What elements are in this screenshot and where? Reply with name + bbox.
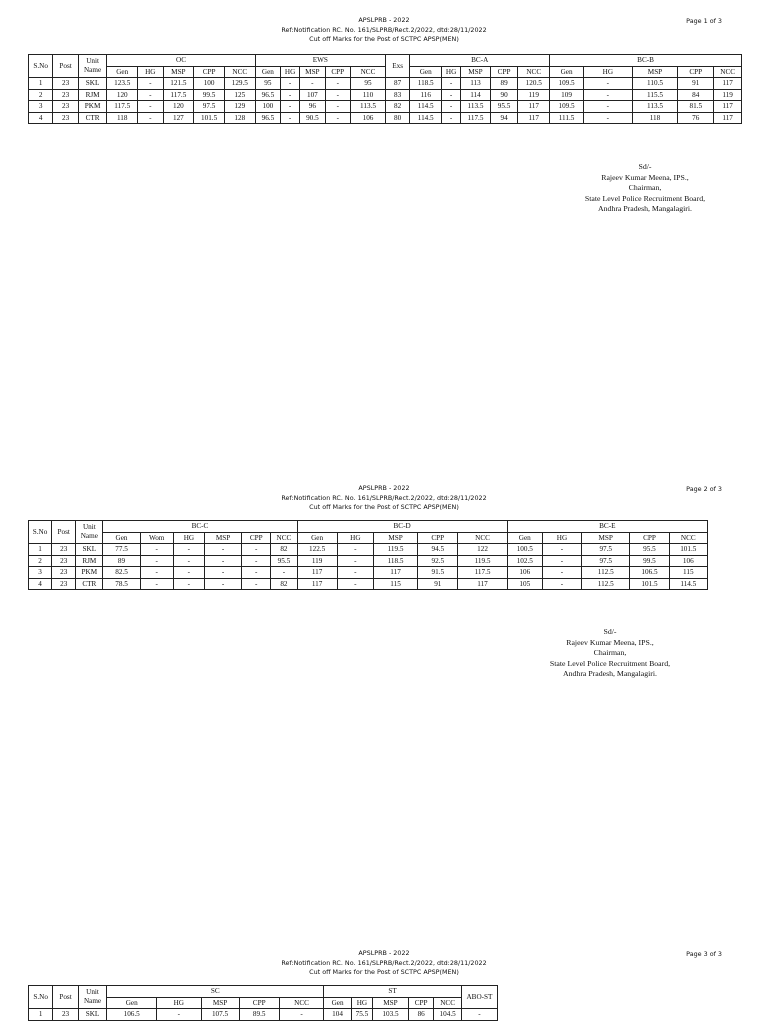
subcol: CPP <box>325 66 350 78</box>
table-cell: 23 <box>52 578 76 590</box>
table-cell: 117.5 <box>458 567 507 579</box>
table-cell: - <box>138 112 163 124</box>
col-post: Post <box>53 986 78 1009</box>
table-cell: - <box>173 555 204 567</box>
header-subtitle: Cut off Marks for the Post of SCTPC APSP(MEN) <box>309 968 459 976</box>
table-subheader-row <box>29 532 708 544</box>
table-cell: 115 <box>669 567 707 579</box>
sig-line: Rajeev Kumar Meena, IPS., <box>601 172 689 182</box>
table-cell: - <box>138 89 163 101</box>
col-exs: Exs <box>385 55 409 78</box>
table-header-row <box>29 986 498 998</box>
table-body <box>29 544 708 590</box>
table-row <box>29 89 742 101</box>
subcol: NCC <box>434 997 462 1009</box>
table-cell: - <box>242 567 271 579</box>
table-cell: SKL <box>78 78 107 90</box>
table-cell: - <box>242 555 271 567</box>
table-cell: - <box>140 555 173 567</box>
table-cell: 112.5 <box>582 578 630 590</box>
table-cell: RJM <box>78 89 107 101</box>
table-cell: 114.5 <box>669 578 707 590</box>
table-cell: - <box>281 101 300 113</box>
header-title: APSLPRB - 2022 <box>358 949 410 957</box>
table-cell: 3 <box>29 567 52 579</box>
table-cell: PKM <box>76 567 103 579</box>
table-cell: 2 <box>29 89 53 101</box>
table-cell: 106.5 <box>630 567 669 579</box>
table-cell: - <box>173 544 204 556</box>
group-header: BC-A <box>410 55 550 67</box>
table-cell: 117 <box>297 578 337 590</box>
table-cell: 129.5 <box>224 78 255 90</box>
table-cell: 91.5 <box>418 567 458 579</box>
table-cell: - <box>325 89 350 101</box>
table-cell: - <box>442 101 461 113</box>
table-cell: 23 <box>53 89 78 101</box>
table-cell: 96.5 <box>255 89 280 101</box>
subcol: CPP <box>418 532 458 544</box>
subcol: Gen <box>550 66 584 78</box>
table-cell: 96.5 <box>255 112 280 124</box>
table-cell: - <box>271 567 297 579</box>
table-cell: 82.5 <box>103 567 140 579</box>
table-cell: 109.5 <box>550 101 584 113</box>
subcol: HG <box>173 532 204 544</box>
table-cell: 95.5 <box>630 544 669 556</box>
table-cell: 1 <box>29 78 53 90</box>
group-header: BC-C <box>103 521 297 533</box>
subcol: MSP <box>201 997 239 1009</box>
table-cell: 95 <box>255 78 280 90</box>
table-cell: - <box>242 544 271 556</box>
table-cell: 117 <box>297 567 337 579</box>
subcol: NCC <box>351 66 386 78</box>
table-cell: 97.5 <box>194 101 225 113</box>
subcol: NCC <box>279 997 324 1009</box>
subcol: Gen <box>107 66 138 78</box>
table-cell: - <box>337 567 373 579</box>
subcol: Wom <box>140 532 173 544</box>
col-unit: Unit Name <box>78 55 107 78</box>
table-cell: 95 <box>351 78 386 90</box>
subcol: CPP <box>630 532 669 544</box>
table-cell: 110.5 <box>632 78 678 90</box>
sig-line: Chairman, <box>593 648 627 657</box>
table-cell: - <box>173 578 204 590</box>
sig-line: Andhra Pradesh, Mangalagiri. <box>563 669 657 678</box>
table-cell: 104.5 <box>434 1009 462 1021</box>
header-ref: Ref:Notification RC. No. 161/SLPRB/Rect.2/2022, dtd:28/11/2022 <box>281 958 487 967</box>
table-cell: CTR <box>76 578 103 590</box>
table-cell: - <box>204 578 241 590</box>
table-cell: 100 <box>194 78 225 90</box>
subcol: Gen <box>324 997 352 1009</box>
table-cell: 94.5 <box>418 544 458 556</box>
cutoff-table-2 <box>28 520 708 590</box>
table-cell: 106.5 <box>107 1009 157 1021</box>
table-cell: - <box>542 544 581 556</box>
table-cell: 120 <box>163 101 194 113</box>
table-cell: - <box>204 544 241 556</box>
table-cell: 23 <box>53 78 78 90</box>
subcol: Gen <box>507 532 542 544</box>
col-unit: Unit Name <box>76 521 103 544</box>
table-body <box>29 1009 498 1021</box>
table-cell: 23 <box>53 112 78 124</box>
table-row <box>29 567 708 579</box>
table-cell: 1 <box>29 544 52 556</box>
table-cell: 2 <box>29 555 52 567</box>
subcol: MSP <box>582 532 630 544</box>
table-cell: - <box>281 112 300 124</box>
table-cell: - <box>242 578 271 590</box>
table-cell: 111.5 <box>550 112 584 124</box>
table-cell: 117.5 <box>461 112 491 124</box>
page-header <box>0 484 768 513</box>
table-body <box>29 78 742 124</box>
cutoff-table-3 <box>28 985 498 1021</box>
table-cell: RJM <box>76 555 103 567</box>
table-cell: 117 <box>714 78 742 90</box>
page-number: Page 2 of 3 <box>686 485 722 493</box>
subcol: MSP <box>204 532 241 544</box>
table-cell: 3 <box>29 101 53 113</box>
table-cell: 109.5 <box>550 78 584 90</box>
sig-line: Sd/- <box>603 627 617 636</box>
table-cell: 95.5 <box>271 555 297 567</box>
subcol: NCC <box>518 66 550 78</box>
table-header-row <box>29 521 708 533</box>
table-cell: 119.5 <box>458 555 507 567</box>
page-number: Page 1 of 3 <box>686 17 722 25</box>
table-cell: 120.5 <box>518 78 550 90</box>
table-cell: - <box>281 78 300 90</box>
table-cell: - <box>140 578 173 590</box>
table-cell: 97.5 <box>582 544 630 556</box>
table-cell: 118.5 <box>373 555 417 567</box>
table-cell: 89 <box>103 555 140 567</box>
table-cell: 4 <box>29 578 52 590</box>
table-cell: - <box>337 544 373 556</box>
table-cell: - <box>157 1009 201 1021</box>
group-header: BC-B <box>550 55 742 67</box>
table-cell: 102.5 <box>507 555 542 567</box>
col-sno: S.No <box>29 986 53 1009</box>
table-cell: - <box>300 78 325 90</box>
table-cell: - <box>442 89 461 101</box>
page-number: Page 3 of 3 <box>686 950 722 958</box>
table-cell: 104 <box>324 1009 352 1021</box>
table-cell: 113.5 <box>461 101 491 113</box>
table-cell: - <box>584 78 633 90</box>
table-cell: 117 <box>373 567 417 579</box>
table-cell: - <box>138 101 163 113</box>
table-cell: 23 <box>52 567 76 579</box>
table-cell: - <box>204 555 241 567</box>
table-cell: 80 <box>385 112 409 124</box>
table-cell: 91 <box>678 78 714 90</box>
table-cell: 119 <box>714 89 742 101</box>
table-cell: 117.5 <box>107 101 138 113</box>
table-cell: 89 <box>490 78 518 90</box>
table-cell: 106 <box>669 555 707 567</box>
table-cell: 81.5 <box>678 101 714 113</box>
table-cell: 89.5 <box>239 1009 279 1021</box>
table-cell: - <box>542 567 581 579</box>
table-cell: 76 <box>678 112 714 124</box>
subcol: CPP <box>239 997 279 1009</box>
table-cell: 78.5 <box>103 578 140 590</box>
sig-line: Rajeev Kumar Meena, IPS., <box>566 637 654 647</box>
subcol: HG <box>351 997 372 1009</box>
table-cell: - <box>442 112 461 124</box>
sig-line: Andhra Pradesh, Mangalagiri. <box>598 204 692 213</box>
table-cell: 99.5 <box>194 89 225 101</box>
table-cell: 117 <box>458 578 507 590</box>
subcol: CPP <box>678 66 714 78</box>
subcol: CPP <box>490 66 518 78</box>
table-cell: 118 <box>632 112 678 124</box>
table-cell: 77.5 <box>103 544 140 556</box>
col-sno: S.No <box>29 55 53 78</box>
table-cell: 114 <box>461 89 491 101</box>
table-cell: 118.5 <box>410 78 442 90</box>
table-row <box>29 1009 498 1021</box>
page-header <box>0 949 768 978</box>
table-cell: - <box>279 1009 324 1021</box>
subcol: NCC <box>714 66 742 78</box>
col-unit: Unit Name <box>78 986 107 1009</box>
subcol: MSP <box>373 532 417 544</box>
table-cell: 120 <box>107 89 138 101</box>
sig-line: Sd/- <box>638 162 652 171</box>
table-cell: 119.5 <box>373 544 417 556</box>
table-cell: - <box>461 1009 497 1021</box>
header-title: APSLPRB - 2022 <box>358 16 410 24</box>
table-cell: 99.5 <box>630 555 669 567</box>
table-row <box>29 112 742 124</box>
table-cell: - <box>442 78 461 90</box>
table-cell: 115 <box>373 578 417 590</box>
table-cell: 100.5 <box>507 544 542 556</box>
table-cell: 95.5 <box>490 101 518 113</box>
subcol: NCC <box>224 66 255 78</box>
subcol: MSP <box>461 66 491 78</box>
subcol: HG <box>337 532 373 544</box>
signature-block <box>525 627 695 680</box>
table-cell: 110 <box>351 89 386 101</box>
table-cell: 91 <box>418 578 458 590</box>
table-cell: - <box>542 555 581 567</box>
header-ref: Ref:Notification RC. No. 161/SLPRB/Rect.2/2022, dtd:28/11/2022 <box>281 493 487 502</box>
subcol: CPP <box>242 532 271 544</box>
page-header <box>0 16 768 45</box>
table-cell: 90 <box>490 89 518 101</box>
table-cell: 83 <box>385 89 409 101</box>
table-cell: 121.5 <box>163 78 194 90</box>
group-header: SC <box>107 986 324 998</box>
table-cell: 106 <box>507 567 542 579</box>
subcol: Gen <box>103 532 140 544</box>
table-cell: 114.5 <box>410 101 442 113</box>
subcol: MSP <box>163 66 194 78</box>
group-header: EWS <box>255 55 385 67</box>
table-cell: 123.5 <box>107 78 138 90</box>
col-post: Post <box>52 521 76 544</box>
group-header: BC-D <box>297 521 507 533</box>
table-row <box>29 555 708 567</box>
subcol: HG <box>442 66 461 78</box>
table-cell: 127 <box>163 112 194 124</box>
subcol: HG <box>584 66 633 78</box>
table-cell: 117 <box>714 101 742 113</box>
header-subtitle: Cut off Marks for the Post of SCTPC APSP(MEN) <box>309 35 459 43</box>
table-cell: 113.5 <box>351 101 386 113</box>
subcol: Gen <box>255 66 280 78</box>
table-cell: 75.5 <box>351 1009 372 1021</box>
subcol: NCC <box>669 532 707 544</box>
table-cell: - <box>584 101 633 113</box>
col-sno: S.No <box>29 521 52 544</box>
cutoff-table-1 <box>28 54 742 124</box>
table-cell: - <box>542 578 581 590</box>
table-cell: 119 <box>518 89 550 101</box>
table-cell: 101.5 <box>669 544 707 556</box>
table-cell: 122 <box>458 544 507 556</box>
subcol: MSP <box>632 66 678 78</box>
table-cell: 82 <box>271 544 297 556</box>
table-cell: 1 <box>29 1009 53 1021</box>
subcol: HG <box>281 66 300 78</box>
table-cell: 100 <box>255 101 280 113</box>
table-cell: - <box>325 78 350 90</box>
table-cell: 86 <box>408 1009 433 1021</box>
sig-line: State Level Police Recruitment Board, <box>584 193 706 203</box>
subcol: Gen <box>297 532 337 544</box>
table-cell: 87 <box>385 78 409 90</box>
subcol: NCC <box>458 532 507 544</box>
table-cell: 94 <box>490 112 518 124</box>
table-cell: 128 <box>224 112 255 124</box>
table-cell: 129 <box>224 101 255 113</box>
subcol: Gen <box>410 66 442 78</box>
subcol: HG <box>157 997 201 1009</box>
table-cell: - <box>204 567 241 579</box>
col-abo-st: ABO-ST <box>461 986 497 1009</box>
subcol: HG <box>542 532 581 544</box>
table-cell: PKM <box>78 101 107 113</box>
group-header: ST <box>324 986 462 998</box>
table-cell: 103.5 <box>372 1009 408 1021</box>
subcol: HG <box>138 66 163 78</box>
table-cell: 96 <box>300 101 325 113</box>
signature-block <box>560 162 730 215</box>
table-cell: 105 <box>507 578 542 590</box>
table-cell: 117 <box>714 112 742 124</box>
table-cell: 23 <box>52 544 76 556</box>
table-cell: 23 <box>53 101 78 113</box>
table-cell: - <box>337 555 373 567</box>
table-cell: - <box>173 567 204 579</box>
header-ref: Ref:Notification RC. No. 161/SLPRB/Rect.2/2022, dtd:28/11/2022 <box>281 25 487 34</box>
table-cell: 23 <box>53 1009 78 1021</box>
group-header: OC <box>107 55 255 67</box>
table-cell: 107.5 <box>201 1009 239 1021</box>
table-cell: 112.5 <box>582 567 630 579</box>
table-cell: - <box>138 78 163 90</box>
table-cell: 107 <box>300 89 325 101</box>
table-cell: - <box>584 89 633 101</box>
subcol: MSP <box>372 997 408 1009</box>
table-row <box>29 544 708 556</box>
table-cell: 92.5 <box>418 555 458 567</box>
table-cell: 23 <box>52 555 76 567</box>
table-cell: - <box>337 578 373 590</box>
table-cell: 101.5 <box>630 578 669 590</box>
table-cell: 97.5 <box>582 555 630 567</box>
table-header-row <box>29 55 742 67</box>
subcol: Gen <box>107 997 157 1009</box>
table-cell: 117.5 <box>163 89 194 101</box>
table-row <box>29 78 742 90</box>
table-cell: 118 <box>107 112 138 124</box>
col-post: Post <box>53 55 78 78</box>
table-cell: 109 <box>550 89 584 101</box>
table-cell: 115.5 <box>632 89 678 101</box>
table-cell: SKL <box>78 1009 107 1021</box>
table-cell: 116 <box>410 89 442 101</box>
table-cell: 4 <box>29 112 53 124</box>
table-row <box>29 101 742 113</box>
table-cell: 125 <box>224 89 255 101</box>
table-cell: 84 <box>678 89 714 101</box>
group-header: BC-E <box>507 521 707 533</box>
sig-line: Chairman, <box>628 183 662 192</box>
subcol: CPP <box>408 997 433 1009</box>
table-cell: - <box>281 89 300 101</box>
table-cell: - <box>140 567 173 579</box>
table-cell: - <box>140 544 173 556</box>
table-cell: 113.5 <box>632 101 678 113</box>
table-cell: 122.5 <box>297 544 337 556</box>
table-cell: 82 <box>271 578 297 590</box>
table-subheader-row <box>29 66 742 78</box>
table-cell: 82 <box>385 101 409 113</box>
table-cell: 119 <box>297 555 337 567</box>
subcol: NCC <box>271 532 297 544</box>
sig-line: State Level Police Recruitment Board, <box>549 658 671 668</box>
table-cell: - <box>325 101 350 113</box>
table-cell: 113 <box>461 78 491 90</box>
subcol: MSP <box>300 66 325 78</box>
header-title: APSLPRB - 2022 <box>358 484 410 492</box>
subcol: CPP <box>194 66 225 78</box>
table-cell: - <box>325 112 350 124</box>
table-cell: 117 <box>518 112 550 124</box>
table-row <box>29 578 708 590</box>
table-cell: SKL <box>76 544 103 556</box>
table-cell: 90.5 <box>300 112 325 124</box>
table-cell: - <box>584 112 633 124</box>
header-subtitle: Cut off Marks for the Post of SCTPC APSP(MEN) <box>309 503 459 511</box>
table-cell: 106 <box>351 112 386 124</box>
table-cell: 114.5 <box>410 112 442 124</box>
table-cell: 117 <box>518 101 550 113</box>
table-cell: 101.5 <box>194 112 225 124</box>
table-cell: CTR <box>78 112 107 124</box>
